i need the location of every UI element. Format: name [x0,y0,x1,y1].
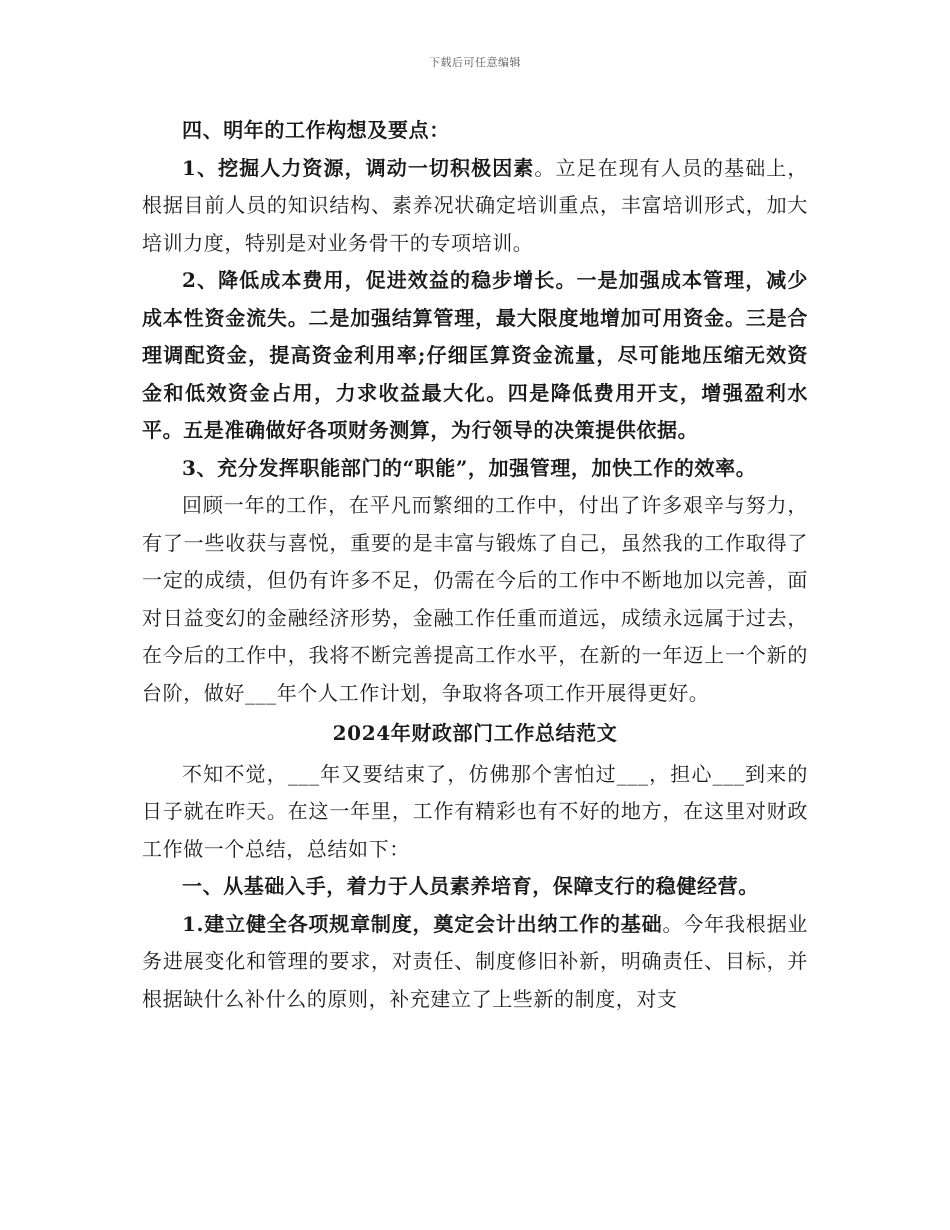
paragraph-item-3: 3、充分发挥职能部门的“职能”，加强管理，加快工作的效率。 [182,455,757,480]
section-heading-plans: 四、明年的工作构想及要点： [182,118,450,142]
paragraph-rules [142,906,808,1019]
rules-body: 。今年我根据业务进展变化和管理的要求，对责任、制度修旧补新，明确责任、目标，并根据缺什么补什么的原则，补充建立了上些新的制度，对支 [142,911,809,1011]
page-header: 下载后可任意编辑 [429,56,521,69]
paragraph-item-2: 2、降低成本费用，促进效益的稳步增长。一是加强成本管理，减少成本性资金流失。二是加强结算管理，最大限度地增加可用资金。三是合理调配资金，提高资金利用率;仔细匡算资金流量，尽可能地压缩无效资金和低效资金占用，力求收益最大化。四是降低费用开支，增强盈利水平。五是准确做好各项财务测算，为行领导的决策提供依据。 [142,268,808,442]
document-body [142,112,808,1018]
paragraph-closing: 回顾一年的工作，在平凡而繁细的工作中，付出了许多艰辛与努力，有了一些收获与喜悦，重要的是丰富与锻炼了自己，虽然我的工作取得了一定的成绩，但仍有许多不足，仍需在今后的工作中不断地加以完善，面对日益变幻的金融经济形势，金融工作任重而道远，成绩永远属于过去，在今后的工作中，我将不断完善提高工作水平，在新的一年迈上一个新的台阶，做好___年个人工作计划，争取将各项工作开展得更好。 [142,493,808,705]
paragraph-intro: 不知不觉，___年又要结束了，仿佛那个害怕过___，担心___到来的日子就在昨天。在这一年里，工作有精彩也有不好的地方，在这里对财政工作做一个总结，总结如下： [142,761,808,861]
section-heading-foundation: 一、从基础入手，着力于人员素养培育，保障支行的稳健经营。 [182,874,759,898]
article-title: 2024年财政部门工作总结范文 [332,721,618,745]
item-1-body: 。立足在现有人员的基础上，根据目前人员的知识结构、素养况状确定培训重点，丰富培训形式，加大培训力度，特别是对业务骨干的专项培训。 [142,155,808,255]
rules-title: 1.建立健全各项规章制度，奠定会计出纳工作的基础 [182,911,663,936]
paragraph-item-1 [142,150,808,263]
item-1-title: 1、挖掘人力资源，调动一切积极因素 [182,155,535,180]
